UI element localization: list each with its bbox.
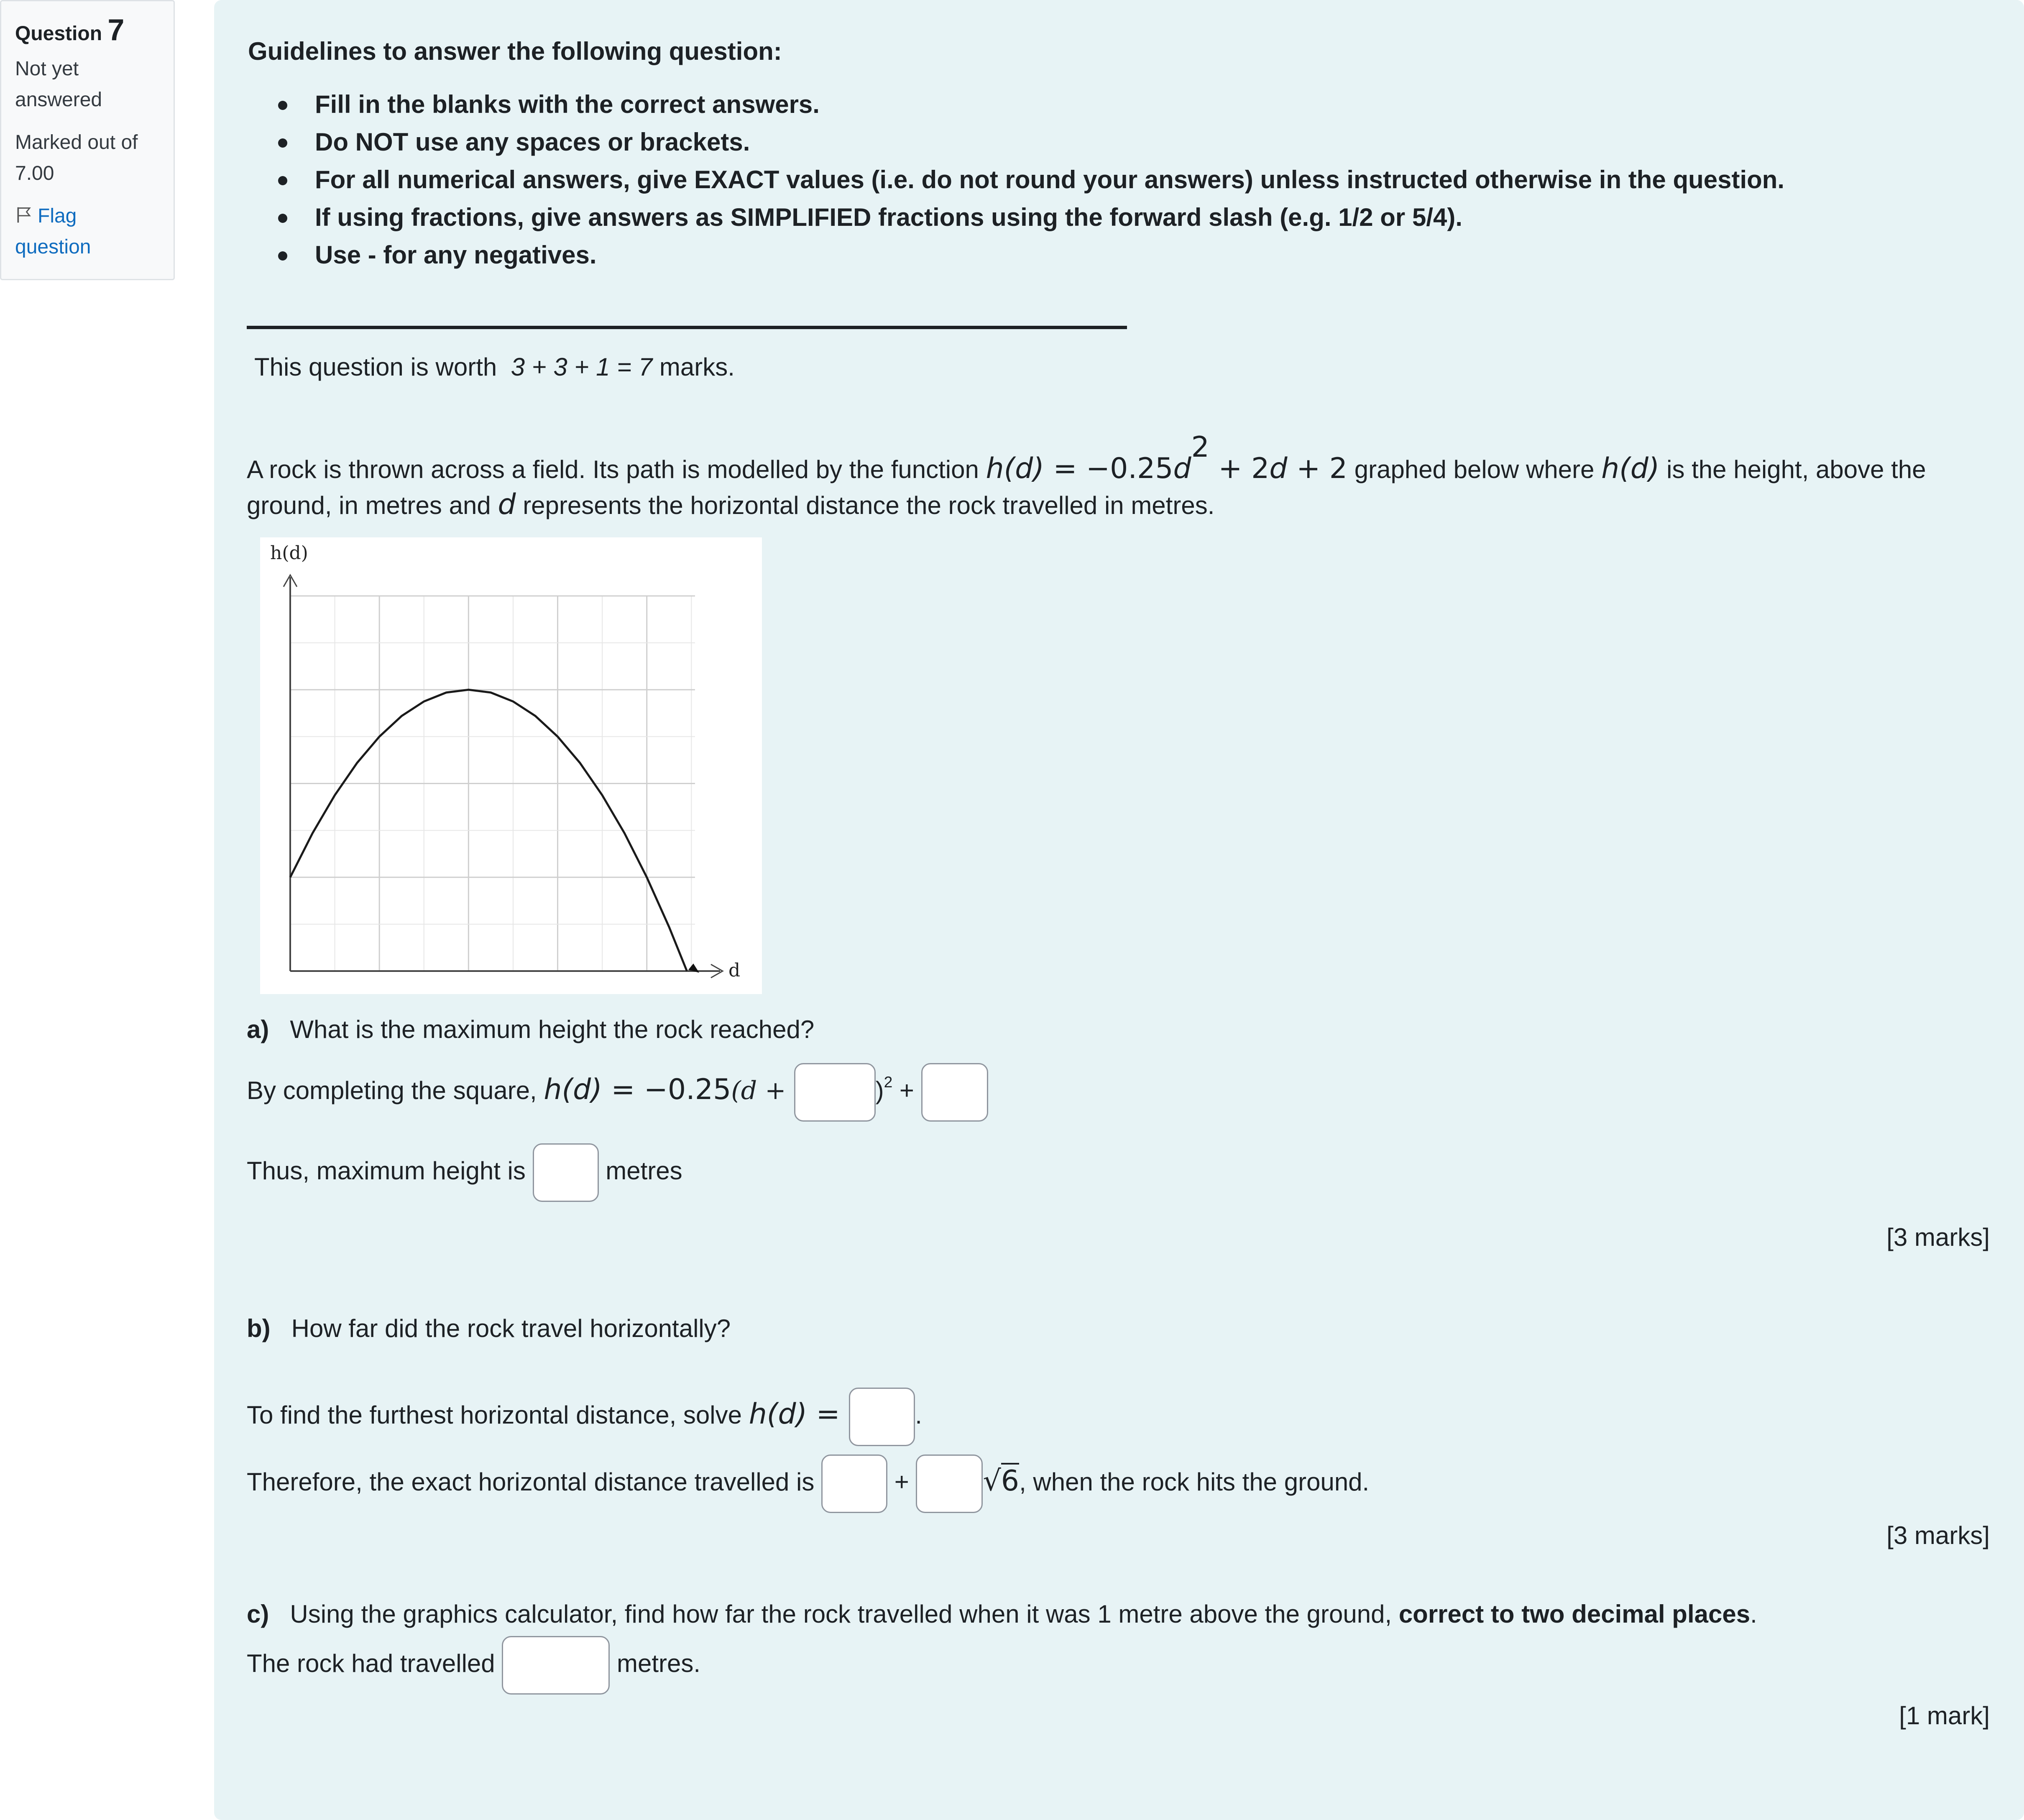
part-b-end: .	[915, 1401, 922, 1429]
part-c-bold: correct to two decimal places	[1398, 1600, 1751, 1628]
part-a-exponent: 2	[884, 1073, 893, 1091]
state-line-1: Not yet	[15, 58, 79, 80]
part-b-lhs: h(d)	[749, 1398, 808, 1431]
flag-question-link[interactable]	[15, 201, 174, 263]
x-axis-label: d	[728, 960, 741, 981]
parabola-graph	[260, 537, 762, 994]
part-a-eq: =	[602, 1073, 644, 1106]
intro-line-2	[247, 486, 1214, 524]
question-number: 7	[107, 13, 125, 47]
part-a-line2-text: Thus, maximum height is	[247, 1157, 526, 1185]
part-a-open: (d +	[731, 1076, 794, 1105]
intro-var-d: d	[498, 488, 516, 521]
part-b-line2-text: Therefore, the exact horizontal distance travelled is	[247, 1468, 815, 1496]
part-a-question	[247, 1011, 814, 1048]
answer-input-b2[interactable]	[821, 1454, 887, 1513]
part-b-text: How far did the rock travel horizontally?	[291, 1314, 731, 1342]
chart-svg	[260, 537, 762, 994]
part-a-line1-text: By completing the square,	[247, 1076, 537, 1104]
part-a-line-2	[247, 1142, 682, 1202]
part-b-line-1	[247, 1385, 922, 1446]
part-a-plus: +	[892, 1076, 921, 1104]
question-label: Question	[15, 23, 102, 45]
part-a-close: )	[875, 1076, 884, 1104]
part-c-label: c)	[247, 1600, 269, 1628]
sqrt-radicand: 6	[1001, 1463, 1019, 1498]
part-a-coef: −0.25	[644, 1073, 731, 1106]
divider	[247, 326, 1127, 329]
function-lhs-2: h(d)	[1601, 452, 1660, 485]
answer-input-c1[interactable]	[502, 1636, 610, 1695]
guidelines-title: Guidelines to answer the following question:	[248, 37, 782, 65]
sqrt-symbol: √	[983, 1465, 1001, 1498]
part-c-end: .	[1750, 1600, 1757, 1628]
part-b-question	[247, 1310, 731, 1347]
marked-line-2: 7.00	[15, 162, 54, 184]
part-b-plus: +	[894, 1468, 909, 1496]
guideline-item: Fill in the blanks with the correct answers.	[248, 86, 1784, 123]
intro-line2-b: represents the horizontal distance the rock travelled in metres.	[523, 491, 1215, 519]
part-a-label: a)	[247, 1015, 269, 1043]
worth-suffix: marks.	[659, 353, 735, 381]
chart-grid	[290, 596, 695, 971]
flag-label-2[interactable]: question	[15, 236, 91, 258]
guideline-item: Do NOT use any spaces or brackets.	[248, 123, 1784, 161]
question-number-heading	[15, 15, 174, 49]
part-a-text: What is the maximum height the rock reached?	[290, 1015, 815, 1043]
part-a-line-1	[247, 1061, 988, 1122]
part-c-question	[247, 1595, 1757, 1633]
function-var: d	[1173, 452, 1191, 485]
guideline-item: If using fractions, give answers as SIMPLIFIED fractions using the forward slash (e.g. 1/2 or 5/4).	[248, 199, 1784, 236]
function-lhs: h(d)	[986, 452, 1044, 485]
guideline-item: Use - for any negatives.	[248, 236, 1784, 274]
function-coef: −0.25	[1086, 452, 1173, 485]
guideline-item: For all numerical answers, give EXACT values (i.e. do not round your answers) unless instructed otherwise in the question.	[248, 161, 1784, 199]
intro-text-2: graphed below where	[1354, 455, 1595, 483]
function-eq: =	[1044, 452, 1086, 485]
y-axis-label: h(d)	[270, 542, 308, 564]
answer-input-b1[interactable]	[849, 1388, 915, 1446]
state-line-2: answered	[15, 89, 102, 111]
guidelines-list	[248, 86, 1784, 274]
part-b-line1-text: To find the furthest horizontal distance, solve	[247, 1401, 742, 1429]
part-b-line2-suffix: , when the rock hits the ground.	[1019, 1468, 1370, 1496]
part-b-label: b)	[247, 1314, 271, 1342]
answer-input-a3[interactable]	[533, 1143, 599, 1202]
question-state	[15, 54, 174, 115]
question-content-panel	[214, 0, 2024, 1820]
flag-label-1[interactable]: Flag	[38, 205, 77, 227]
intro-text-3: is the height, above the	[1666, 455, 1926, 483]
part-c-text: Using the graphics calculator, find how far the rock travelled when it was 1 metre above the ground,	[290, 1600, 1392, 1628]
question-info-panel	[0, 0, 175, 280]
part-b-line-2	[247, 1452, 1369, 1513]
part-a-marks: [3 marks]	[1886, 1223, 1990, 1251]
intro-line-1	[247, 431, 1926, 488]
function-term-c: + 2	[1287, 452, 1348, 485]
part-c-line1-text: The rock had travelled	[247, 1649, 495, 1677]
question-grade	[15, 127, 174, 189]
part-c-marks: [1 mark]	[1899, 1702, 1990, 1730]
flag-icon	[15, 205, 38, 227]
answer-input-a2[interactable]	[921, 1063, 988, 1122]
answer-input-b3[interactable]	[916, 1454, 983, 1513]
part-b-eq: =	[807, 1398, 849, 1431]
part-c-line1-suffix: metres.	[617, 1649, 701, 1677]
answer-input-a1[interactable]	[794, 1063, 876, 1122]
intro-line2-a: ground, in metres and	[247, 491, 491, 519]
part-a-line2-suffix: metres	[606, 1157, 682, 1185]
part-b-marks: [3 marks]	[1886, 1521, 1990, 1549]
function-exponent: 2	[1191, 431, 1209, 464]
part-a-lhs: h(d)	[544, 1073, 602, 1106]
intro-text-1: A rock is thrown across a field. Its path is modelled by the function	[247, 455, 979, 483]
function-var-2: d	[1269, 452, 1288, 485]
part-c-line-1	[247, 1634, 700, 1695]
marks-worth-line	[254, 348, 735, 386]
marked-line-1: Marked out of	[15, 131, 138, 153]
function-term-b: + 2	[1209, 452, 1270, 485]
worth-prefix: This question is worth	[254, 353, 497, 381]
worth-expression: 3 + 3 + 1 = 7	[511, 353, 653, 381]
